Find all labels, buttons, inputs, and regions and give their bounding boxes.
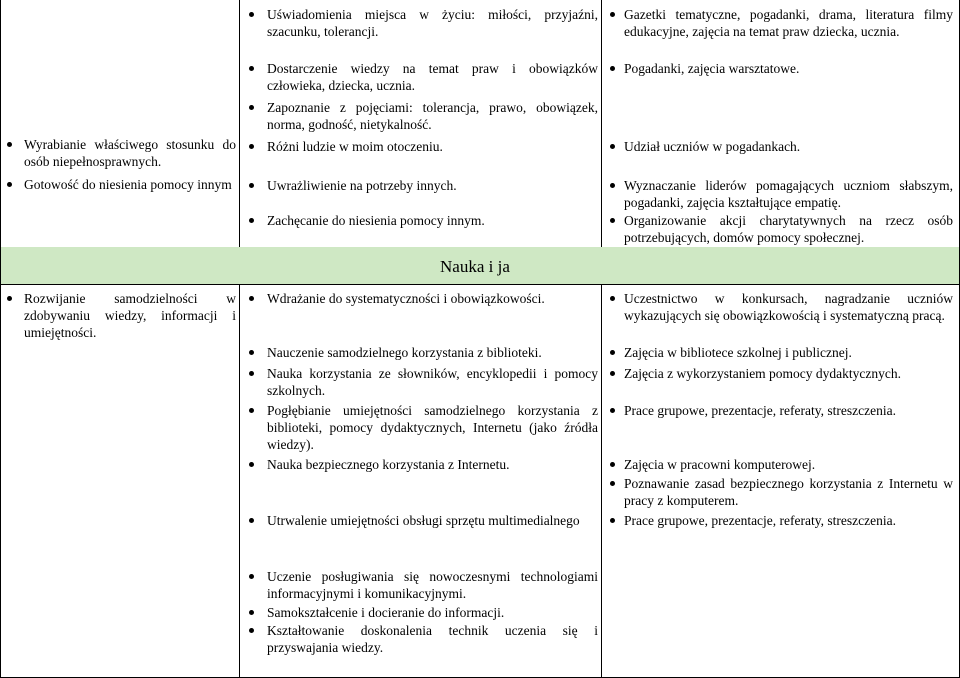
- bullet-icon: [7, 142, 12, 147]
- bullet-icon: [249, 144, 254, 149]
- bullet-icon: [249, 12, 254, 17]
- bullet-icon: [249, 66, 254, 71]
- bullet-icon: [249, 218, 254, 223]
- bullet-icon: [610, 66, 615, 71]
- form-item: Pogadanki, zajęcia warsztatowe.: [624, 60, 953, 77]
- task-item: Uświadomienia miejsca w życiu: miłości, przyjaźni, szacunku, tolerancji.: [267, 6, 598, 40]
- section-heading: Nauka i ja: [440, 257, 510, 276]
- bullet-icon: [249, 574, 254, 579]
- bullet-icon: [610, 350, 615, 355]
- task-item: Samokształcenie i docieranie do informacji.: [267, 604, 598, 621]
- form-item: Organizowanie akcji charytatywnych na rzecz osób potrzebujących, domów pomocy społecznej.: [624, 212, 953, 246]
- bullet-icon: [610, 296, 615, 301]
- bullet-icon: [249, 371, 254, 376]
- bullet-icon: [610, 144, 615, 149]
- bullet-icon: [610, 408, 615, 413]
- task-item: Utrwalenie umiejętności obsługi sprzętu multimedialnego: [267, 512, 598, 529]
- task-item: Wdrażanie do systematyczności i obowiązkowości.: [267, 290, 598, 307]
- bullet-icon: [610, 218, 615, 223]
- form-item: Prace grupowe, prezentacje, referaty, streszczenia.: [624, 402, 953, 419]
- task-item: Dostarczenie wiedzy na temat praw i obowiązków człowieka, dziecka, ucznia.: [267, 60, 598, 94]
- bullet-icon: [7, 182, 12, 187]
- bullet-icon: [249, 408, 254, 413]
- bullet-icon: [249, 518, 254, 523]
- form-item: Zajęcia z wykorzystaniem pomocy dydaktycznych.: [624, 365, 953, 382]
- bullet-icon: [249, 628, 254, 633]
- task-item: Kształtowanie doskonalenia technik uczenia się i przyswajania wiedzy.: [267, 622, 598, 656]
- goal-item: Wyrabianie właściwego stosunku do osób niepełnosprawnych.: [24, 136, 236, 170]
- task-item: Nauka bezpiecznego korzystania z Internetu.: [267, 456, 598, 473]
- task-item: Uwrażliwienie na potrzeby innych.: [267, 177, 598, 194]
- task-item: Nauka korzystania ze słowników, encyklopedii i pomocy szkolnych.: [267, 365, 598, 399]
- bullet-icon: [610, 371, 615, 376]
- bullet-icon: [610, 481, 615, 486]
- task-item: Nauczenie samodzielnego korzystania z biblioteki.: [267, 344, 598, 361]
- form-item: Zajęcia w bibliotece szkolnej i publicznej.: [624, 344, 953, 361]
- bullet-icon: [249, 610, 254, 615]
- form-item: Uczestnictwo w konkursach, nagradzanie uczniów wykazujących się obowiązkowością i systematyczną pracą.: [624, 290, 953, 324]
- bullet-icon: [249, 183, 254, 188]
- bullet-icon: [610, 462, 615, 467]
- form-item: Zajęcia w pracowni komputerowej.: [624, 456, 953, 473]
- goal-item: Rozwijanie samodzielności w zdobywaniu wiedzy, informacji i umiejętności.: [24, 290, 236, 341]
- bullet-icon: [7, 296, 12, 301]
- form-item: Poznawanie zasad bezpiecznego korzystania z Internetu w pracy z komputerem.: [624, 475, 953, 509]
- bullet-icon: [610, 12, 615, 17]
- bullet-icon: [249, 462, 254, 467]
- task-item: Zachęcanie do niesienia pomocy innym.: [267, 212, 598, 229]
- bullet-icon: [610, 518, 615, 523]
- task-item: Pogłębianie umiejętności samodzielnego korzystania z biblioteki, pomocy dydaktycznych, Internetu (jako źródła wiedzy).: [267, 402, 598, 453]
- bullet-icon: [610, 183, 615, 188]
- bullet-icon: [249, 296, 254, 301]
- form-item: Gazetki tematyczne, pogadanki, drama, literatura filmy edukacyjne, zajęcia na temat praw dziecka, ucznia.: [624, 6, 953, 40]
- task-item: Uczenie posługiwania się nowoczesnymi technologiami informacyjnymi i komunikacyjnymi.: [267, 568, 598, 602]
- task-item: Zapoznanie z pojęciami: tolerancja, prawo, obowiązek, norma, godność, nietykalność.: [267, 99, 598, 133]
- goal-item: Gotowość do niesienia pomocy innym: [24, 176, 236, 193]
- task-item: Różni ludzie w moim otoczeniu.: [267, 138, 598, 155]
- form-item: Udział uczniów w pogadankach.: [624, 138, 953, 155]
- bullet-icon: [249, 105, 254, 110]
- form-item: Wyznaczanie liderów pomagających uczniom słabszym, pogadanki, zajęcia kształtujące empatię.: [624, 177, 953, 211]
- form-item: Prace grupowe, prezentacje, referaty, streszczenia.: [624, 512, 953, 529]
- bullet-icon: [249, 350, 254, 355]
